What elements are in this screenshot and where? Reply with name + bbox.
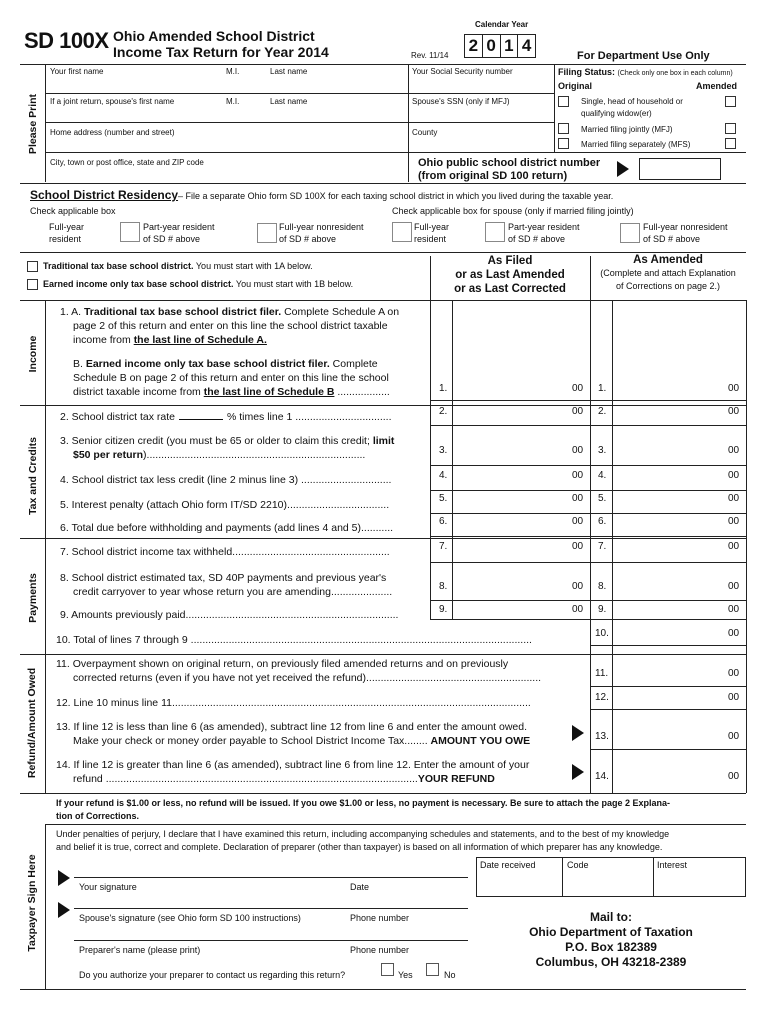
spouse-full-year-label: Full-year resident xyxy=(414,222,450,244)
line-12-num: 12. xyxy=(595,692,609,703)
district-number-label-1: Ohio public school district number xyxy=(418,157,601,169)
line-6-as-filed-num: 6. xyxy=(439,516,448,527)
part-year-resident-label: Part-year resident of SD # above xyxy=(143,222,215,244)
line-11-text: 11. Overpayment shown on original return, on previously filed amended returns and on previously corrected returns (even if you have not yet received the refund)............................................................ xyxy=(56,658,542,684)
preparer-phone-field[interactable]: Phone number xyxy=(350,945,410,955)
address-field[interactable]: Home address (number and street) xyxy=(50,128,175,137)
line-14-text: 14. If line 12 is greater than line 6 (as amended), subtract line 6 from line 12. Enter the amount of your refund ...........................................................................................................YOUR REFUND xyxy=(56,759,530,785)
refund-arrow-icon xyxy=(572,764,584,780)
spouse-part-year-label: Part-year resident of SD # above xyxy=(508,222,580,244)
status-mfj-original-checkbox[interactable] xyxy=(558,123,569,134)
line-5-as-filed-num: 5. xyxy=(439,493,448,504)
full-year-resident-label: Full-year resident xyxy=(49,222,85,244)
line-3-as-filed-cents[interactable]: 00 xyxy=(572,445,584,456)
status-mfs-amended-checkbox[interactable] xyxy=(725,138,736,149)
spouse-nonresident-label: Full-year nonresident of SD # above xyxy=(643,222,728,244)
filing-status-label: Filing Status: (Check only one box in each column) xyxy=(558,67,733,77)
code-label: Code xyxy=(567,860,589,870)
earned-base-checkbox[interactable] xyxy=(27,279,38,290)
status-single-label-2: qualifying widow(er) xyxy=(581,109,652,118)
line-9-amended-cents[interactable]: 00 xyxy=(728,604,740,615)
signature-date-field[interactable]: Date xyxy=(350,882,370,892)
part-year-checkbox[interactable] xyxy=(120,222,140,242)
line-2-as-filed-num: 2. xyxy=(439,406,448,417)
line-1-amended-num: 1. xyxy=(598,383,607,394)
perjury-statement: Under penalties of perjury, I declare that I have examined this return, including accompanying schedules and statements, and to the best of my knowledge and belief it is true, correct and complete. Declaration of preparer (other than taxpayer) is based on all information of which preparer has any knowledge. xyxy=(56,829,670,852)
line-10-cents[interactable]: 00 xyxy=(728,628,740,639)
line-6-as-filed-cents[interactable]: 00 xyxy=(572,516,584,527)
date-received-label: Date received xyxy=(480,860,536,870)
line-13-num: 13. xyxy=(595,731,609,742)
line-2-text: 2. School district tax rate % times line 1 ................................. xyxy=(60,411,392,423)
status-mfj-label: Married filing jointly (MFJ) xyxy=(581,125,673,134)
line-7-amended-num: 7. xyxy=(598,541,607,552)
residency-heading: School District Residency– File a separate Ohio form SD 100X for each taxing school district in which you lived during the taxable year. xyxy=(30,188,614,202)
line-14-cents[interactable]: 00 xyxy=(728,771,740,782)
amended-column-label: Amended xyxy=(696,81,738,91)
line-4-text: 4. School district tax less credit (line 2 minus line 3) ............................... xyxy=(60,474,392,486)
line-9-text: 9. Amounts previously paid......................................................................... xyxy=(60,609,399,621)
line-2-amended-cents[interactable]: 00 xyxy=(728,406,740,417)
line-5-amended-num: 5. xyxy=(598,493,607,504)
form-title-2: Income Tax Return for Year 2014 xyxy=(113,44,329,60)
city-field[interactable]: City, town or post office, state and ZIP code xyxy=(50,158,204,167)
line-11-cents[interactable]: 00 xyxy=(728,668,740,679)
line-1a-text: 1. A. Traditional tax base school district filer. Complete Schedule A on page 2 of this return and enter on this line the school district taxable income from the last line of Schedule A. xyxy=(60,306,400,346)
line-3-text: 3. Senior citizen credit (you must be 65 or older to claim this credit; limit $50 per return)........................................................................... xyxy=(60,435,395,461)
spouse-ssn-field[interactable]: Spouse's SSN (only if MFJ) xyxy=(412,97,510,106)
your-signature-field[interactable]: Your signature xyxy=(79,882,137,892)
refund-owed-section-label: Refund/Amount Owed xyxy=(26,667,38,779)
line-1-as-filed-cents[interactable]: 00 xyxy=(572,383,584,394)
authorize-no-label: No xyxy=(444,970,456,980)
county-field[interactable]: County xyxy=(412,128,438,137)
line-4-as-filed-cents[interactable]: 00 xyxy=(572,470,584,481)
line-4-amended-cents[interactable]: 00 xyxy=(728,470,740,481)
line-9-as-filed-num: 9. xyxy=(439,604,448,615)
line-14-num: 14. xyxy=(595,771,609,782)
form-id: SD 100X xyxy=(24,28,109,53)
line-10-num: 10. xyxy=(595,628,609,639)
tax-credits-section-label: Tax and Credits xyxy=(27,437,39,515)
spouse-first-name-field[interactable]: If a joint return, spouse's first name xyxy=(50,97,175,106)
line-12-cents[interactable]: 00 xyxy=(728,692,740,703)
traditional-base-label: Traditional tax base school district. You must start with 1A below. xyxy=(43,261,313,271)
line-8-amended-num: 8. xyxy=(598,581,607,592)
line-8-amended-cents[interactable]: 00 xyxy=(728,581,740,592)
line-5-as-filed-cents[interactable]: 00 xyxy=(572,493,584,504)
year-box: 2 0 1 4 xyxy=(464,34,536,58)
line-6-amended-num: 6. xyxy=(598,516,607,527)
mailing-address: Mail to: Ohio Department of Taxation P.O. Box 182389 Columbus, OH 43218-2389 xyxy=(529,910,693,969)
check-spouse-label: Check applicable box for spouse (only if married filing jointly) xyxy=(392,206,634,216)
line-1-amended-cents[interactable]: 00 xyxy=(728,383,740,394)
line-9-amended-num: 9. xyxy=(598,604,607,615)
spouse-signature-field[interactable]: Spouse's signature (see Ohio form SD 100 instructions) xyxy=(79,913,301,923)
line-4-amended-num: 4. xyxy=(598,470,607,481)
payments-section-label: Payments xyxy=(27,573,39,623)
please-print-label: Please Print xyxy=(27,93,39,155)
line-4-as-filed-num: 4. xyxy=(439,470,448,481)
line-6-text: 6. Total due before withholding and payments (add lines 4 and 5)........... xyxy=(60,522,394,534)
authorize-question: Do you authorize your preparer to contact us regarding this return? xyxy=(79,970,346,980)
income-section-label: Income xyxy=(27,335,39,373)
line-12-text: 12. Line 10 minus line 11........................................................................................................................... xyxy=(56,697,531,709)
ssn-field[interactable]: Your Social Security number xyxy=(412,67,513,76)
status-single-amended-checkbox[interactable] xyxy=(725,96,736,107)
line-6-amended-cents[interactable]: 00 xyxy=(728,516,740,527)
district-number-input[interactable] xyxy=(639,158,721,180)
line-3-amended-cents[interactable]: 00 xyxy=(728,445,740,456)
spouse-full-year-checkbox[interactable] xyxy=(392,222,412,242)
district-number-label-2: (from original SD 100 return) xyxy=(418,170,568,182)
line-3-amended-num: 3. xyxy=(598,445,607,456)
form-title-1: Ohio Amended School District xyxy=(113,28,315,44)
check-applicable-label: Check applicable box xyxy=(30,206,116,216)
owe-arrow-icon xyxy=(572,725,584,741)
preparer-name-field[interactable]: Preparer's name (please print) xyxy=(79,945,201,955)
as-amended-header: As Amended (Complete and attach Explanation of Corrections on page 2.) xyxy=(600,254,736,291)
traditional-base-checkbox[interactable] xyxy=(27,261,38,272)
sign-here-section-label: Taxpayer Sign Here xyxy=(26,854,38,952)
rev-date: Rev. 11/14 xyxy=(411,51,449,60)
line-8-text: 8. School district estimated tax, SD 40P payments and previous year's credit carryover to year whose return you are amending..................... xyxy=(60,572,393,598)
dept-use-label: For Department Use Only xyxy=(577,50,710,62)
authorize-yes-label: Yes xyxy=(398,970,413,980)
sign-arrow-icon xyxy=(58,870,70,886)
line-8-as-filed-num: 8. xyxy=(439,581,448,592)
last-name-field[interactable]: Last name xyxy=(270,67,308,76)
arrow-right-icon xyxy=(617,161,629,177)
line-5-text: 5. Interest penalty (attach Ohio form IT/SD 2210)................................... xyxy=(60,499,390,511)
status-single-original-checkbox[interactable] xyxy=(558,96,569,107)
line-2-amended-num: 2. xyxy=(598,406,607,417)
original-column-label: Original xyxy=(558,81,593,91)
line-8-as-filed-cents[interactable]: 00 xyxy=(572,581,584,592)
line-3-as-filed-num: 3. xyxy=(439,445,448,456)
authorize-no-checkbox[interactable] xyxy=(426,963,439,976)
spouse-last-name-field[interactable]: Last name xyxy=(270,97,308,106)
line-7-amended-cents[interactable]: 00 xyxy=(728,541,740,552)
line-7-text: 7. School district income tax withheld...................................................... xyxy=(60,546,390,558)
interest-label: Interest xyxy=(657,860,688,870)
refund-notice: If your refund is $1.00 or less, no refund will be issued. If you owe $1.00 or less, no payment is necessary. Be sure to attach the page 2 Explana- tion of Corrections. xyxy=(56,798,671,821)
line-1-as-filed-num: 1. xyxy=(439,383,448,394)
authorize-yes-checkbox[interactable] xyxy=(381,963,394,976)
line-10-text: 10. Total of lines 7 through 9 ..................................................................................................................... xyxy=(56,634,532,646)
line-1b-text: B. Earned income only tax base school district filer. Complete Schedule B on page 2 of this return and enter on this line the school district taxable income from the last line of Schedule B .................. xyxy=(73,358,390,398)
line-2-as-filed-cents[interactable]: 00 xyxy=(572,406,584,417)
spouse-part-year-checkbox[interactable] xyxy=(485,222,505,242)
mi-field[interactable]: M.I. xyxy=(226,67,240,76)
earned-base-label: Earned income only tax base school district. You must start with 1B below. xyxy=(43,279,354,289)
line-9-as-filed-cents[interactable]: 00 xyxy=(572,604,584,615)
spouse-mi-field[interactable]: M.I. xyxy=(226,97,240,106)
first-name-field[interactable]: Your first name xyxy=(50,67,104,76)
line-7-as-filed-num: 7. xyxy=(439,541,448,552)
line-5-amended-cents[interactable]: 00 xyxy=(728,493,740,504)
line-13-cents[interactable]: 00 xyxy=(728,731,740,742)
spouse-nonresident-checkbox[interactable] xyxy=(620,223,640,243)
calendar-year-label: Calendar Year xyxy=(475,20,529,29)
spouse-sign-arrow-icon xyxy=(58,902,70,918)
line-11-num: 11. xyxy=(595,668,609,679)
status-mfs-label: Married filing separately (MFS) xyxy=(581,140,691,149)
line-13-text: 13. If line 12 is less than line 6 (as amended), subtract line 12 from line 6 and enter the amount owed. Make your check or money order payable to School District Income Tax........ AMOUNT YOU OWE xyxy=(56,721,531,747)
status-mfs-original-checkbox[interactable] xyxy=(558,138,569,149)
as-filed-header: As Filed or as Last Amended or as Last Corrected xyxy=(454,255,566,295)
status-single-label-1: Single, head of household or xyxy=(581,97,683,106)
nonresident-label: Full-year nonresident of SD # above xyxy=(279,222,364,244)
nonresident-checkbox[interactable] xyxy=(257,223,277,243)
phone-number-field[interactable]: Phone number xyxy=(350,913,410,923)
status-mfj-amended-checkbox[interactable] xyxy=(725,123,736,134)
line-7-as-filed-cents[interactable]: 00 xyxy=(572,541,584,552)
